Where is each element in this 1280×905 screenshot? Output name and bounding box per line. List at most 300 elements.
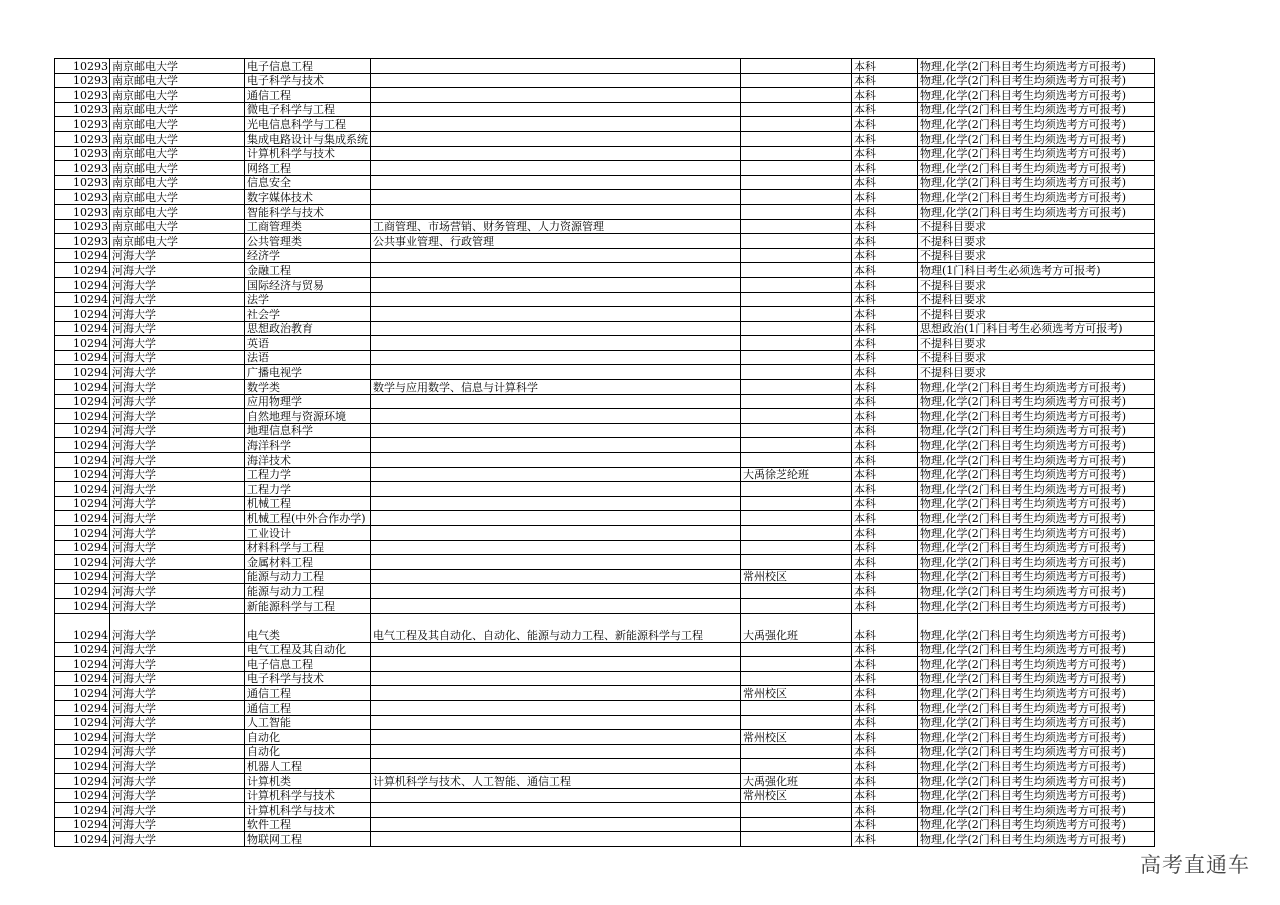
- level-cell: 本科: [852, 204, 918, 219]
- school-name-cell: 河海大学: [110, 584, 245, 599]
- sub-majors-cell: 电气工程及其自动化、自动化、能源与动力工程、新能源科学与工程: [371, 613, 741, 642]
- level-cell: 本科: [852, 730, 918, 745]
- note-cell: [741, 204, 852, 219]
- level-cell: 本科: [852, 307, 918, 322]
- note-cell: [741, 190, 852, 205]
- table-row: [55, 146, 1155, 161]
- note-cell: [741, 117, 852, 132]
- sub-majors-cell: [371, 321, 741, 336]
- note-cell: [741, 409, 852, 424]
- sub-majors-cell: [371, 117, 741, 132]
- school-name-cell: 河海大学: [110, 700, 245, 715]
- level-cell: 本科: [852, 584, 918, 599]
- sub-majors-cell: [371, 307, 741, 322]
- level-cell: 本科: [852, 175, 918, 190]
- school-code-cell: 10294: [55, 423, 110, 438]
- school-code-cell: 10294: [55, 686, 110, 701]
- sub-majors-cell: [371, 526, 741, 541]
- note-cell: [741, 59, 852, 74]
- subject-requirement-cell: 物理,化学(2门科目考生均须选考方可报考): [918, 700, 1155, 715]
- subject-requirement-cell: 物理,化学(2门科目考生均须选考方可报考): [918, 788, 1155, 803]
- school-code-cell: 10293: [55, 190, 110, 205]
- sub-majors-cell: [371, 263, 741, 278]
- school-name-cell: 南京邮电大学: [110, 146, 245, 161]
- school-code-cell: 10294: [55, 584, 110, 599]
- note-cell: [741, 642, 852, 657]
- table-row: [55, 511, 1155, 526]
- school-name-cell: 河海大学: [110, 671, 245, 686]
- major-cell: 金融工程: [245, 263, 371, 278]
- school-name-cell: 南京邮电大学: [110, 161, 245, 176]
- sub-majors-cell: [371, 161, 741, 176]
- school-name-cell: 河海大学: [110, 409, 245, 424]
- level-cell: 本科: [852, 817, 918, 832]
- table-row: [55, 657, 1155, 672]
- sub-majors-cell: [371, 832, 741, 847]
- table-row: [55, 423, 1155, 438]
- school-code-cell: 10293: [55, 219, 110, 234]
- table-row: [55, 131, 1155, 146]
- subject-requirement-cell: 物理,化学(2门科目考生均须选考方可报考): [918, 161, 1155, 176]
- note-cell: [741, 423, 852, 438]
- major-cell: 电气类: [245, 613, 371, 642]
- note-cell: [741, 511, 852, 526]
- school-name-cell: 河海大学: [110, 248, 245, 263]
- note-cell: [741, 715, 852, 730]
- school-name-cell: 河海大学: [110, 263, 245, 278]
- note-cell: [741, 598, 852, 613]
- school-name-cell: 南京邮电大学: [110, 190, 245, 205]
- major-cell: 材料科学与工程: [245, 540, 371, 555]
- sub-majors-cell: [371, 540, 741, 555]
- school-name-cell: 南京邮电大学: [110, 73, 245, 88]
- table-row: [55, 526, 1155, 541]
- major-cell: 应用物理学: [245, 394, 371, 409]
- subject-requirement-cell: 不提科目要求: [918, 292, 1155, 307]
- subject-requirement-cell: 物理(1门科目考生必须选考方可报考): [918, 263, 1155, 278]
- school-code-cell: 10294: [55, 380, 110, 395]
- school-code-cell: 10294: [55, 657, 110, 672]
- note-cell: [741, 73, 852, 88]
- note-cell: [741, 131, 852, 146]
- subject-requirement-cell: 不提科目要求: [918, 277, 1155, 292]
- sub-majors-cell: 数学与应用数学、信息与计算科学: [371, 380, 741, 395]
- note-cell: [741, 700, 852, 715]
- table-row: [55, 832, 1155, 847]
- subject-requirement-cell: 物理,化学(2门科目考生均须选考方可报考): [918, 759, 1155, 774]
- note-cell: [741, 832, 852, 847]
- sub-majors-cell: [371, 555, 741, 570]
- table-row: [55, 700, 1155, 715]
- subject-requirement-cell: 物理,化学(2门科目考生均须选考方可报考): [918, 671, 1155, 686]
- school-name-cell: 河海大学: [110, 817, 245, 832]
- major-cell: 电子科学与技术: [245, 671, 371, 686]
- table-row: [55, 102, 1155, 117]
- level-cell: 本科: [852, 526, 918, 541]
- note-cell: [741, 102, 852, 117]
- level-cell: 本科: [852, 569, 918, 584]
- table-row: [55, 277, 1155, 292]
- level-cell: 本科: [852, 467, 918, 482]
- major-cell: 金属材料工程: [245, 555, 371, 570]
- sub-majors-cell: [371, 453, 741, 468]
- note-cell: [741, 744, 852, 759]
- level-cell: 本科: [852, 671, 918, 686]
- level-cell: 本科: [852, 423, 918, 438]
- major-cell: 通信工程: [245, 686, 371, 701]
- note-cell: [741, 307, 852, 322]
- school-code-cell: 10294: [55, 307, 110, 322]
- note-cell: [741, 394, 852, 409]
- school-name-cell: 河海大学: [110, 715, 245, 730]
- level-cell: 本科: [852, 59, 918, 74]
- major-cell: 社会学: [245, 307, 371, 322]
- note-cell: [741, 146, 852, 161]
- level-cell: 本科: [852, 657, 918, 672]
- school-name-cell: 河海大学: [110, 511, 245, 526]
- note-cell: [741, 803, 852, 818]
- note-cell: 常州校区: [741, 730, 852, 745]
- level-cell: 本科: [852, 409, 918, 424]
- school-code-cell: 10294: [55, 467, 110, 482]
- school-code-cell: 10294: [55, 321, 110, 336]
- table-row: [55, 394, 1155, 409]
- sub-majors-cell: [371, 496, 741, 511]
- table-row: [55, 175, 1155, 190]
- note-cell: [741, 161, 852, 176]
- subject-requirement-cell: 物理,化学(2门科目考生均须选考方可报考): [918, 803, 1155, 818]
- subject-requirement-cell: 物理,化学(2门科目考生均须选考方可报考): [918, 744, 1155, 759]
- major-cell: 集成电路设计与集成系统: [245, 131, 371, 146]
- note-cell: [741, 540, 852, 555]
- school-code-cell: 10294: [55, 817, 110, 832]
- subject-requirement-cell: 物理,化学(2门科目考生均须选考方可报考): [918, 146, 1155, 161]
- major-cell: 计算机科学与技术: [245, 146, 371, 161]
- major-cell: 海洋科学: [245, 438, 371, 453]
- sub-majors-cell: [371, 438, 741, 453]
- school-name-cell: 河海大学: [110, 380, 245, 395]
- subject-requirement-cell: 物理,化学(2门科目考生均须选考方可报考): [918, 496, 1155, 511]
- school-code-cell: 10293: [55, 88, 110, 103]
- school-name-cell: 河海大学: [110, 336, 245, 351]
- major-cell: 电子信息工程: [245, 657, 371, 672]
- note-cell: [741, 88, 852, 103]
- sub-majors-cell: [371, 248, 741, 263]
- school-code-cell: 10294: [55, 511, 110, 526]
- school-name-cell: 南京邮电大学: [110, 219, 245, 234]
- level-cell: 本科: [852, 555, 918, 570]
- major-cell: 工程力学: [245, 482, 371, 497]
- table-row: [55, 773, 1155, 788]
- school-name-cell: 河海大学: [110, 438, 245, 453]
- major-cell: 新能源科学与工程: [245, 598, 371, 613]
- level-cell: 本科: [852, 759, 918, 774]
- sub-majors-cell: [371, 204, 741, 219]
- table-row: [55, 496, 1155, 511]
- major-cell: 人工智能: [245, 715, 371, 730]
- school-code-cell: 10293: [55, 59, 110, 74]
- major-cell: 信息安全: [245, 175, 371, 190]
- subject-requirement-cell: 物理,化学(2门科目考生均须选考方可报考): [918, 642, 1155, 657]
- table-row: [55, 803, 1155, 818]
- sub-majors-cell: [371, 686, 741, 701]
- school-code-cell: 10294: [55, 555, 110, 570]
- subject-requirement-cell: 物理,化学(2门科目考生均须选考方可报考): [918, 394, 1155, 409]
- table-row: [55, 788, 1155, 803]
- school-name-cell: 河海大学: [110, 555, 245, 570]
- subject-requirement-cell: 物理,化学(2门科目考生均须选考方可报考): [918, 715, 1155, 730]
- table-row: [55, 540, 1155, 555]
- sub-majors-cell: [371, 73, 741, 88]
- note-cell: [741, 219, 852, 234]
- sub-majors-cell: [371, 365, 741, 380]
- level-cell: 本科: [852, 161, 918, 176]
- school-name-cell: 河海大学: [110, 423, 245, 438]
- school-code-cell: 10294: [55, 569, 110, 584]
- school-name-cell: 河海大学: [110, 292, 245, 307]
- school-code-cell: 10294: [55, 642, 110, 657]
- subject-requirement-cell: 物理,化学(2门科目考生均须选考方可报考): [918, 686, 1155, 701]
- note-cell: [741, 584, 852, 599]
- note-cell: [741, 482, 852, 497]
- sub-majors-cell: [371, 277, 741, 292]
- table-row: [55, 73, 1155, 88]
- subject-requirement-cell: 不提科目要求: [918, 234, 1155, 249]
- subject-requirement-cell: 不提科目要求: [918, 336, 1155, 351]
- note-cell: [741, 350, 852, 365]
- note-cell: [741, 365, 852, 380]
- school-name-cell: 河海大学: [110, 788, 245, 803]
- note-cell: [741, 277, 852, 292]
- major-cell: 自动化: [245, 744, 371, 759]
- subject-requirement-cell: 不提科目要求: [918, 248, 1155, 263]
- school-name-cell: 南京邮电大学: [110, 88, 245, 103]
- table-row: [55, 759, 1155, 774]
- level-cell: 本科: [852, 511, 918, 526]
- note-cell: [741, 263, 852, 278]
- table-row: [55, 453, 1155, 468]
- level-cell: 本科: [852, 219, 918, 234]
- subject-requirement-cell: 物理,化学(2门科目考生均须选考方可报考): [918, 88, 1155, 103]
- school-name-cell: 河海大学: [110, 453, 245, 468]
- table-row: [55, 336, 1155, 351]
- sub-majors-cell: [371, 423, 741, 438]
- note-cell: 大禹徐芝纶班: [741, 467, 852, 482]
- table-row: [55, 117, 1155, 132]
- level-cell: 本科: [852, 715, 918, 730]
- sub-majors-cell: 工商管理、市场营销、财务管理、人力资源管理: [371, 219, 741, 234]
- table-row: [55, 307, 1155, 322]
- school-name-cell: 河海大学: [110, 569, 245, 584]
- table-row: [55, 234, 1155, 249]
- major-cell: 机械工程: [245, 496, 371, 511]
- note-cell: [741, 248, 852, 263]
- school-name-cell: 河海大学: [110, 657, 245, 672]
- sub-majors-cell: [371, 788, 741, 803]
- sub-majors-cell: 公共事业管理、行政管理: [371, 234, 741, 249]
- sub-majors-cell: [371, 394, 741, 409]
- subject-requirement-cell: 不提科目要求: [918, 350, 1155, 365]
- subject-requirement-cell: 物理,化学(2门科目考生均须选考方可报考): [918, 409, 1155, 424]
- school-name-cell: 河海大学: [110, 307, 245, 322]
- sub-majors-cell: [371, 817, 741, 832]
- school-name-cell: 南京邮电大学: [110, 131, 245, 146]
- note-cell: [741, 496, 852, 511]
- table-row: [55, 59, 1155, 74]
- sub-majors-cell: [371, 569, 741, 584]
- school-name-cell: 河海大学: [110, 803, 245, 818]
- subject-requirement-cell: 物理,化学(2门科目考生均须选考方可报考): [918, 380, 1155, 395]
- sub-majors-cell: [371, 146, 741, 161]
- major-cell: 物联网工程: [245, 832, 371, 847]
- level-cell: 本科: [852, 482, 918, 497]
- major-cell: 电子科学与技术: [245, 73, 371, 88]
- school-code-cell: 10294: [55, 350, 110, 365]
- level-cell: 本科: [852, 117, 918, 132]
- level-cell: 本科: [852, 263, 918, 278]
- school-name-cell: 河海大学: [110, 467, 245, 482]
- note-cell: 常州校区: [741, 788, 852, 803]
- sub-majors-cell: [371, 657, 741, 672]
- subject-requirement-cell: 物理,化学(2门科目考生均须选考方可报考): [918, 482, 1155, 497]
- school-code-cell: 10294: [55, 598, 110, 613]
- school-code-cell: 10294: [55, 788, 110, 803]
- level-cell: 本科: [852, 350, 918, 365]
- major-cell: 法语: [245, 350, 371, 365]
- school-name-cell: 河海大学: [110, 526, 245, 541]
- note-cell: [741, 292, 852, 307]
- subject-requirement-cell: 物理,化学(2门科目考生均须选考方可报考): [918, 657, 1155, 672]
- school-code-cell: 10294: [55, 292, 110, 307]
- table-row: [55, 292, 1155, 307]
- level-cell: 本科: [852, 102, 918, 117]
- subject-requirement-cell: 物理,化学(2门科目考生均须选考方可报考): [918, 730, 1155, 745]
- subject-requirement-cell: 物理,化学(2门科目考生均须选考方可报考): [918, 773, 1155, 788]
- major-cell: 智能科学与技术: [245, 204, 371, 219]
- table-row: [55, 730, 1155, 745]
- level-cell: 本科: [852, 234, 918, 249]
- table-row: [55, 715, 1155, 730]
- note-cell: [741, 321, 852, 336]
- major-cell: 广播电视学: [245, 365, 371, 380]
- subject-requirement-cell: 物理,化学(2门科目考生均须选考方可报考): [918, 817, 1155, 832]
- major-cell: 思想政治教育: [245, 321, 371, 336]
- school-code-cell: 10293: [55, 117, 110, 132]
- school-code-cell: 10293: [55, 131, 110, 146]
- school-code-cell: 10294: [55, 365, 110, 380]
- note-cell: [741, 453, 852, 468]
- subject-requirement-cell: 物理,化学(2门科目考生均须选考方可报考): [918, 190, 1155, 205]
- school-name-cell: 南京邮电大学: [110, 117, 245, 132]
- subject-requirement-cell: 不提科目要求: [918, 219, 1155, 234]
- note-cell: 大禹强化班: [741, 773, 852, 788]
- school-code-cell: 10294: [55, 832, 110, 847]
- sub-majors-cell: 计算机科学与技术、人工智能、通信工程: [371, 773, 741, 788]
- school-name-cell: 河海大学: [110, 613, 245, 642]
- school-code-cell: 10293: [55, 161, 110, 176]
- table-row: [55, 248, 1155, 263]
- school-name-cell: 河海大学: [110, 642, 245, 657]
- table-row: [55, 161, 1155, 176]
- major-cell: 电子信息工程: [245, 59, 371, 74]
- major-cell: 数学类: [245, 380, 371, 395]
- subject-requirement-cell: 物理,化学(2门科目考生均须选考方可报考): [918, 832, 1155, 847]
- level-cell: 本科: [852, 803, 918, 818]
- school-code-cell: 10294: [55, 248, 110, 263]
- note-cell: [741, 336, 852, 351]
- major-cell: 计算机类: [245, 773, 371, 788]
- table-row: [55, 467, 1155, 482]
- table-row: [55, 88, 1155, 103]
- school-name-cell: 河海大学: [110, 321, 245, 336]
- level-cell: 本科: [852, 292, 918, 307]
- level-cell: 本科: [852, 248, 918, 263]
- subject-requirement-cell: 物理,化学(2门科目考生均须选考方可报考): [918, 511, 1155, 526]
- major-cell: 能源与动力工程: [245, 584, 371, 599]
- major-cell: 能源与动力工程: [245, 569, 371, 584]
- school-name-cell: 南京邮电大学: [110, 204, 245, 219]
- table-row: [55, 219, 1155, 234]
- table-row: [55, 744, 1155, 759]
- school-name-cell: 河海大学: [110, 744, 245, 759]
- subject-requirement-cell: 物理,化学(2门科目考生均须选考方可报考): [918, 613, 1155, 642]
- level-cell: 本科: [852, 190, 918, 205]
- school-code-cell: 10294: [55, 803, 110, 818]
- level-cell: 本科: [852, 336, 918, 351]
- level-cell: 本科: [852, 380, 918, 395]
- level-cell: 本科: [852, 540, 918, 555]
- level-cell: 本科: [852, 394, 918, 409]
- subject-requirement-cell: 物理,化学(2门科目考生均须选考方可报考): [918, 540, 1155, 555]
- level-cell: 本科: [852, 686, 918, 701]
- subject-requirement-cell: 不提科目要求: [918, 365, 1155, 380]
- subject-requirement-cell: 物理,化学(2门科目考生均须选考方可报考): [918, 569, 1155, 584]
- school-code-cell: 10294: [55, 409, 110, 424]
- table-row: [55, 817, 1155, 832]
- sub-majors-cell: [371, 467, 741, 482]
- sub-majors-cell: [371, 59, 741, 74]
- major-cell: 软件工程: [245, 817, 371, 832]
- school-code-cell: 10294: [55, 744, 110, 759]
- level-cell: 本科: [852, 146, 918, 161]
- major-cell: 微电子科学与工程: [245, 102, 371, 117]
- school-code-cell: 10294: [55, 263, 110, 278]
- major-cell: 工商管理类: [245, 219, 371, 234]
- sub-majors-cell: [371, 803, 741, 818]
- note-cell: [741, 234, 852, 249]
- school-code-cell: 10294: [55, 671, 110, 686]
- level-cell: 本科: [852, 88, 918, 103]
- table-row: [55, 263, 1155, 278]
- sub-majors-cell: [371, 598, 741, 613]
- table-row: [55, 204, 1155, 219]
- major-cell: 通信工程: [245, 88, 371, 103]
- major-cell: 计算机科学与技术: [245, 803, 371, 818]
- major-cell: 计算机科学与技术: [245, 788, 371, 803]
- school-name-cell: 河海大学: [110, 365, 245, 380]
- level-cell: 本科: [852, 73, 918, 88]
- sub-majors-cell: [371, 584, 741, 599]
- school-name-cell: 河海大学: [110, 540, 245, 555]
- table-row: [55, 380, 1155, 395]
- sub-majors-cell: [371, 102, 741, 117]
- major-cell: 工程力学: [245, 467, 371, 482]
- school-code-cell: 10293: [55, 73, 110, 88]
- table-row: [55, 686, 1155, 701]
- sub-majors-cell: [371, 744, 741, 759]
- school-name-cell: 南京邮电大学: [110, 234, 245, 249]
- note-cell: 常州校区: [741, 569, 852, 584]
